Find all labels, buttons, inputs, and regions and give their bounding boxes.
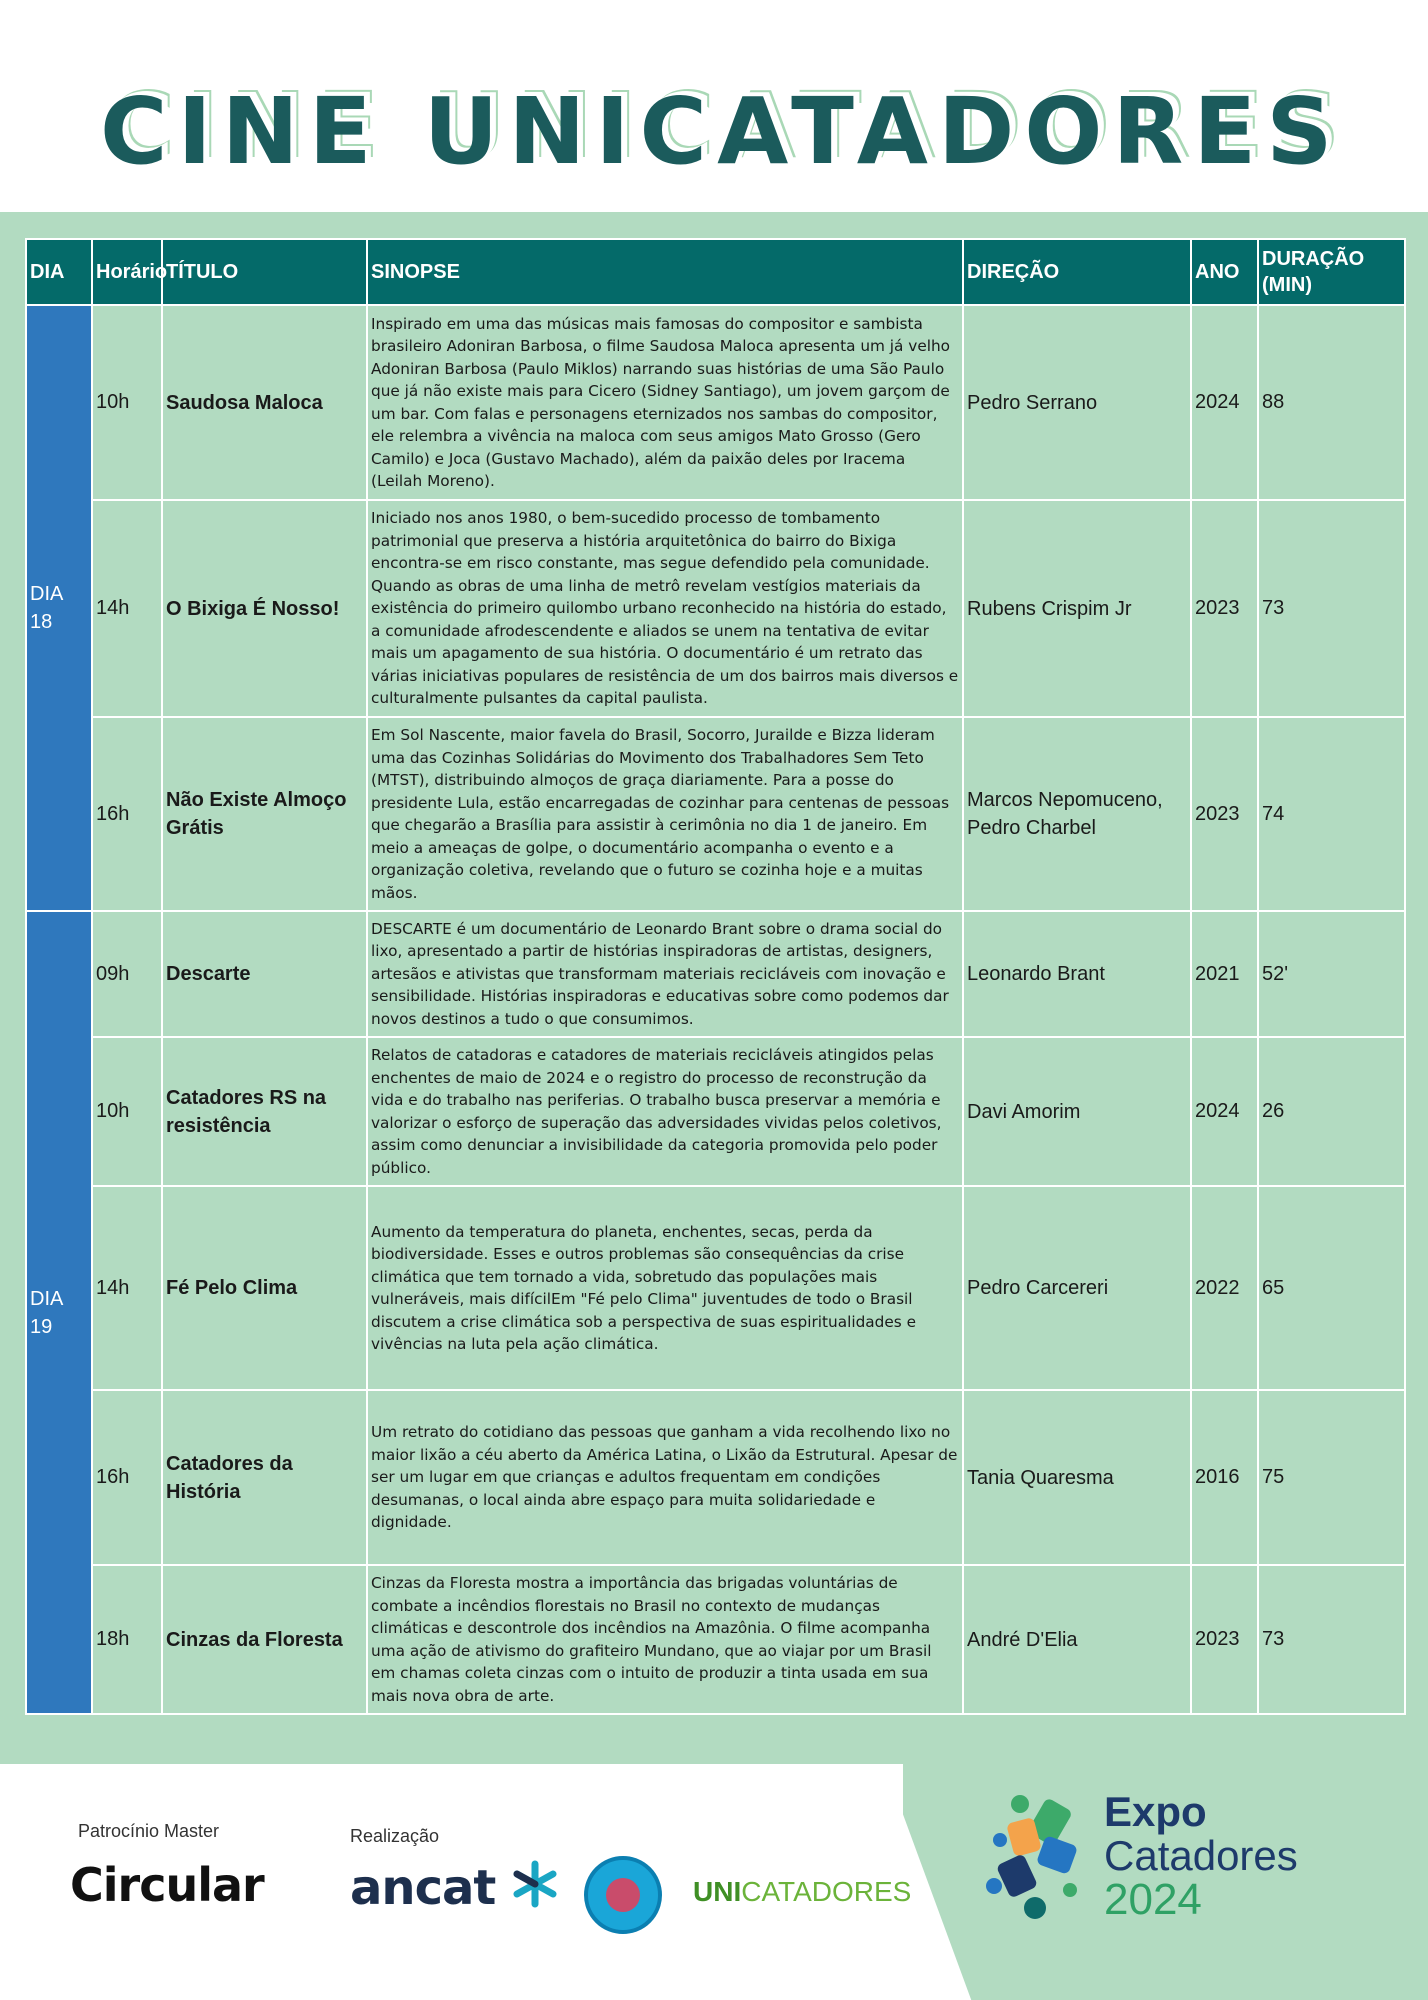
header-day: DIA: [26, 239, 92, 305]
table-row: [26, 911, 1405, 1037]
film-title: Descarte: [162, 911, 367, 1037]
director-cell: Rubens Crispim Jr: [963, 500, 1191, 717]
synopsis-cell: DESCARTE é um documentário de Leonardo Brant sobre o drama social do lixo, apresentado a partir de histórias inspiradoras de artistas, designers, artesãos e ativistas que transformam materiais recicláveis com inovação e sensibilidade. Histórias inspiradoras e educativas sobre como podemos dar novos destinos a tudo o que consumimos.: [367, 911, 963, 1037]
year-cell: 2016: [1191, 1390, 1258, 1565]
year-cell: 2022: [1191, 1186, 1258, 1390]
duration-cell: 52': [1258, 911, 1405, 1037]
synopsis-cell: Em Sol Nascente, maior favela do Brasil, Socorro, Jurailde e Bizza lideram uma das Cozinhas Solidárias do Movimento dos Trabalhadores Sem Teto (MTST), distribuindo almoços de graça diariamente. Para a posse do presidente Lula, estão encarregadas de cozinhar para centenas de pessoas que chegarão a Brasília para assistir à cerimônia no dia 1 de janeiro. Em meio a ameaças de golpe, o documentário acompanha o evento e a organização coletiva, revelando que o futuro se cozinha hoje e a muitas mãos.: [367, 717, 963, 911]
table-row: [26, 1037, 1405, 1186]
film-title: Catadores RS na resistência: [162, 1037, 367, 1186]
sponsor-label: Patrocínio Master: [78, 1821, 220, 1841]
time-cell: 10h: [92, 1037, 162, 1186]
seal-logo-center: [606, 1878, 640, 1912]
header-director: DIREÇÃO: [963, 239, 1191, 305]
film-title: Cinzas da Floresta: [162, 1565, 367, 1714]
duration-cell: 26: [1258, 1037, 1405, 1186]
expo-catadores-logo: [1104, 1790, 1298, 1922]
synopsis-cell: Um retrato do cotidiano das pessoas que ganham a vida recolhendo lixo no maior lixão a céu aberto da América Latina, o Lixão da Estrutural. Apesar de ser um lugar em que crianças e adultos frequentam em condições desumanas, o local ainda abre espaço para muita solidariedade e dignidade.: [367, 1390, 963, 1565]
synopsis-cell: Iniciado nos anos 1980, o bem-sucedido processo de tombamento patrimonial que preserva a história arquitetônica do bairro do Bixiga encontra-se em risco constante, mas segue defendido pela comunidade. Quando as obras de uma linha de metrô revelam vestígios materiais da existência do primeiro quilombo urbano reconhecido na história do estado, a comunidade afrodescendente e aliados se unem na tentativa de evitar mais um apagamento de sua história. O documentário é um retrato das várias iniciativas populares de resistência de um dos bairros mais diversos e culturalmente pulsantes da capital paulista.: [367, 500, 963, 717]
unicatadores-logo-bold: UNI: [693, 1876, 742, 1907]
director-cell: Pedro Serrano: [963, 305, 1191, 500]
table-row: [26, 305, 1405, 500]
duration-cell: 88: [1258, 305, 1405, 500]
header-duration: DURAÇÃO (MIN): [1258, 239, 1405, 305]
time-cell: 16h: [92, 717, 162, 911]
unicatadores-logo: [693, 1876, 911, 1908]
table-row: [26, 1565, 1405, 1714]
schedule-table: [25, 238, 1406, 1715]
director-cell: Leonardo Brant: [963, 911, 1191, 1037]
director-cell: Pedro Carcereri: [963, 1186, 1191, 1390]
ancat-logo-text: ancat: [350, 1860, 496, 1916]
director-cell: Tania Quaresma: [963, 1390, 1191, 1565]
header-time: Horário: [92, 239, 162, 305]
day-cell: DIA 18: [26, 305, 92, 911]
duration-cell: 74: [1258, 717, 1405, 911]
synopsis-cell: Aumento da temperatura do planeta, enchentes, secas, perda da biodiversidade. Esses e outros problemas são consequências da crise climática que tem tornado a vida, sobretudo das populações mais vulneráveis, mais difícilEm "Fé pelo Clima" juventudes de todo o Brasil discutem a crise climática sob a perspectiva de suas espiritualidades e vivências na luta pela ação climática.: [367, 1186, 963, 1390]
table-row: [26, 500, 1405, 717]
director-cell: Davi Amorim: [963, 1037, 1191, 1186]
day-cell: DIA 19: [26, 911, 92, 1714]
duration-cell: 65: [1258, 1186, 1405, 1390]
synopsis-cell: Inspirado em uma das músicas mais famosas do compositor e sambista brasileiro Adoniran Barbosa, o filme Saudosa Maloca apresenta um já velho Adoniran Barbosa (Paulo Miklos) narrando suas histórias de uma São Paulo que já não existe mais para Cicero (Sidney Santiago), um jovem garçom de um bar. Com falas e personagens eternizados nos sambas do compositor, ele relembra a vivência na maloca com seus amigos Mato Grosso (Gero Camilo) e Joca (Gustavo Machado), além da paixão deles por Iracema (Leilah Moreno).: [367, 305, 963, 500]
year-cell: 2021: [1191, 911, 1258, 1037]
expo-line-3: 2024: [1104, 1875, 1202, 1924]
time-cell: 18h: [92, 1565, 162, 1714]
year-cell: 2023: [1191, 717, 1258, 911]
header-year: ANO: [1191, 239, 1258, 305]
table-header-row: [26, 239, 1405, 305]
director-cell: Marcos Nepomuceno, Pedro Charbel: [963, 717, 1191, 911]
ancat-star-icon: [511, 1860, 559, 1908]
unicatadores-logo-rest: CATADORES: [741, 1876, 912, 1907]
year-cell: 2024: [1191, 305, 1258, 500]
circular-logo-text: Circular: [70, 1858, 264, 1912]
circular-logo: [70, 1858, 264, 1912]
realization-label: Realização: [350, 1826, 440, 1846]
header-title: TÍTULO: [162, 239, 367, 305]
duration-cell: 73: [1258, 500, 1405, 717]
time-cell: 09h: [92, 911, 162, 1037]
film-title: O Bixiga É Nosso!: [162, 500, 367, 717]
film-title: Não Existe Almoço Grátis: [162, 717, 367, 911]
film-title: Catadores da História: [162, 1390, 367, 1565]
film-title: Fé Pelo Clima: [162, 1186, 367, 1390]
expo-line-1: Expo: [1104, 1788, 1207, 1835]
duration-cell: 75: [1258, 1390, 1405, 1565]
time-cell: 16h: [92, 1390, 162, 1565]
director-cell: André D'Elia: [963, 1565, 1191, 1714]
seal-logo: [584, 1856, 662, 1934]
synopsis-cell: Relatos de catadoras e catadores de materiais recicláveis atingidos pelas enchentes de maio de 2024 e o registro do processo de reconstrução da vida e do trabalho nas periferias. O trabalho busca preservar a memória e valorizar o esforço de superação das adversidades vividas pelos coletivos, assim como denunciar a invisibilidade da categoria promovida pelo poder público.: [367, 1037, 963, 1186]
table-row: [26, 1390, 1405, 1565]
table-row: [26, 717, 1405, 911]
year-cell: 2024: [1191, 1037, 1258, 1186]
year-cell: 2023: [1191, 1565, 1258, 1714]
expo-catadores-emblem-icon: [980, 1780, 1100, 1930]
duration-cell: 73: [1258, 1565, 1405, 1714]
synopsis-cell: Cinzas da Floresta mostra a importância das brigadas voluntárias de combate a incêndios florestais no Brasil no contexto de mudanças climáticas e descontrole dos incêndios na Amazônia. O filme acompanha uma ação de ativismo do grafiteiro Mundano, que ao viajar por um Brasil em chamas coleta cinzas com o intuito de produzir a tinta usada em sua mais nova obra de arte.: [367, 1565, 963, 1714]
header-synopsis: SINOPSE: [367, 239, 963, 305]
page-title: CINE UNICATADORES: [100, 78, 1343, 185]
table-row: [26, 1186, 1405, 1390]
time-cell: 10h: [92, 305, 162, 500]
expo-line-2: Catadores: [1104, 1832, 1298, 1879]
time-cell: 14h: [92, 1186, 162, 1390]
year-cell: 2023: [1191, 500, 1258, 717]
film-title: Saudosa Maloca: [162, 305, 367, 500]
ancat-logo: [350, 1860, 559, 1916]
time-cell: 14h: [92, 500, 162, 717]
